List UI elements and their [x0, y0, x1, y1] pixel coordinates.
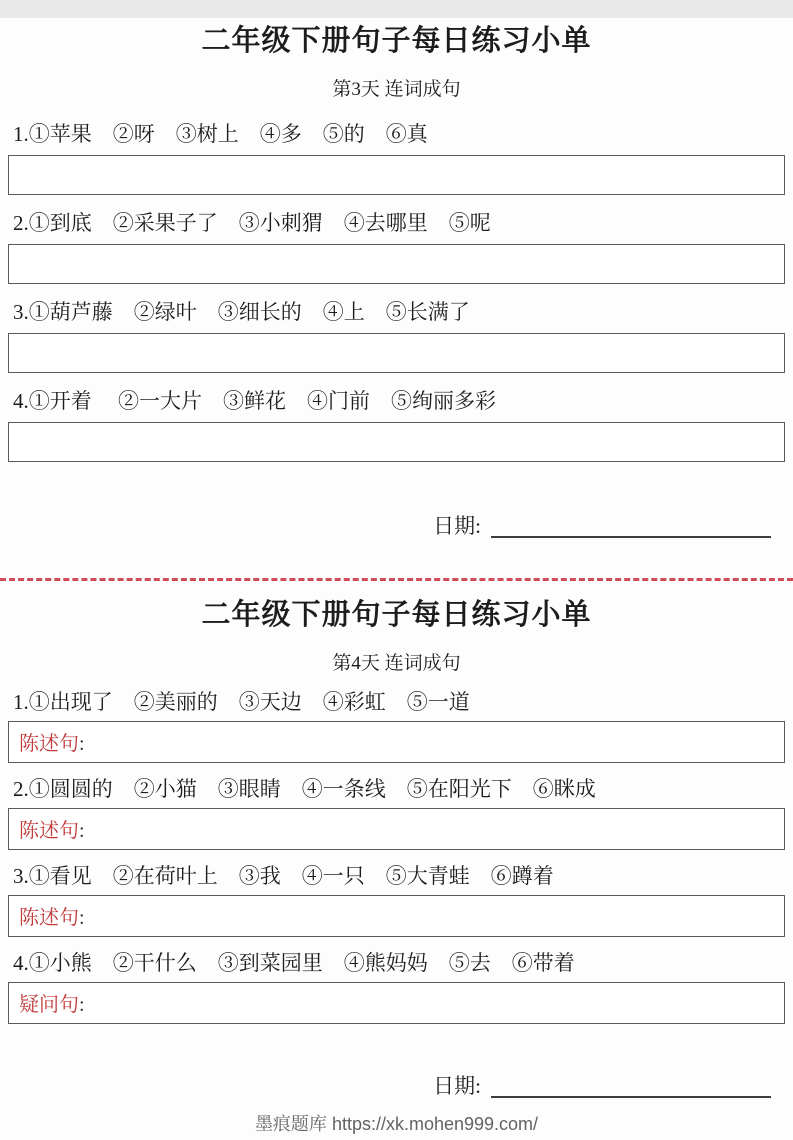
date-row — [8, 514, 785, 538]
answer-type-label: 陈述句 — [19, 820, 79, 842]
footer-watermark: 墨痕题库 https://xk.mohen999.com/ — [254, 1114, 539, 1134]
question-text: 1.①出现了 ②美丽的 ③天边 ④彩虹 ⑤一道 — [13, 690, 470, 714]
section-divider — [0, 578, 793, 581]
question-item — [8, 950, 785, 1024]
question-text: 2.①圆圆的 ②小猫 ③眼睛 ④一条线 ⑤在阳光下 ⑥眯成 — [13, 777, 596, 801]
answer-type-label: 陈述句 — [19, 907, 79, 929]
date-underline[interactable] — [491, 518, 771, 538]
date-label: 日期: — [433, 514, 481, 538]
question-text: 2.①到底 ②采果子了 ③小刺猬 ④去哪里 ⑤呢 — [13, 211, 491, 235]
question-item — [8, 776, 785, 850]
question-item — [8, 863, 785, 937]
question-text: 4.①开着 ②一大片 ③鲜花 ④门前 ⑤绚丽多彩 — [13, 389, 496, 413]
answer-box[interactable] — [8, 244, 785, 284]
answer-box[interactable] — [8, 721, 785, 763]
answer-box[interactable] — [8, 422, 785, 462]
question-text: 1.①苹果 ②呀 ③树上 ④多 ⑤的 ⑥真 — [13, 122, 428, 146]
worksheet-page — [0, 18, 793, 1140]
answer-label-colon: : — [79, 733, 85, 755]
answer-box[interactable] — [8, 808, 785, 850]
date-underline[interactable] — [491, 1078, 771, 1098]
date-label: 日期: — [433, 1074, 481, 1098]
page-title: 二年级下册句子每日练习小单 — [201, 25, 592, 57]
date-row — [8, 1074, 785, 1098]
question-text: 4.①小熊 ②干什么 ③到菜园里 ④熊妈妈 ⑤去 ⑥带着 — [13, 951, 575, 975]
answer-type-label: 陈述句 — [19, 733, 79, 755]
answer-label-colon: : — [79, 994, 85, 1016]
answer-box[interactable] — [8, 895, 785, 937]
section-subtitle: 第4天 连词成句 — [332, 653, 461, 674]
page-title: 二年级下册句子每日练习小单 — [201, 599, 592, 631]
question-item — [8, 689, 785, 763]
answer-box[interactable] — [8, 982, 785, 1024]
question-text: 3.①看见 ②在荷叶上 ③我 ④一只 ⑤大青蛙 ⑥蹲着 — [13, 864, 554, 888]
question-item — [8, 299, 785, 373]
answer-label-colon: : — [79, 820, 85, 842]
answer-label-colon: : — [79, 907, 85, 929]
answer-box[interactable] — [8, 333, 785, 373]
question-item — [8, 121, 785, 195]
section-subtitle: 第3天 连词成句 — [332, 79, 461, 100]
question-item — [8, 210, 785, 284]
answer-type-label: 疑问句 — [19, 994, 79, 1016]
section-day-3 — [0, 18, 793, 538]
question-text: 3.①葫芦藤 ②绿叶 ③细长的 ④上 ⑤长满了 — [13, 300, 470, 324]
answer-box[interactable] — [8, 155, 785, 195]
section-day-4 — [0, 592, 793, 1136]
question-item — [8, 388, 785, 462]
